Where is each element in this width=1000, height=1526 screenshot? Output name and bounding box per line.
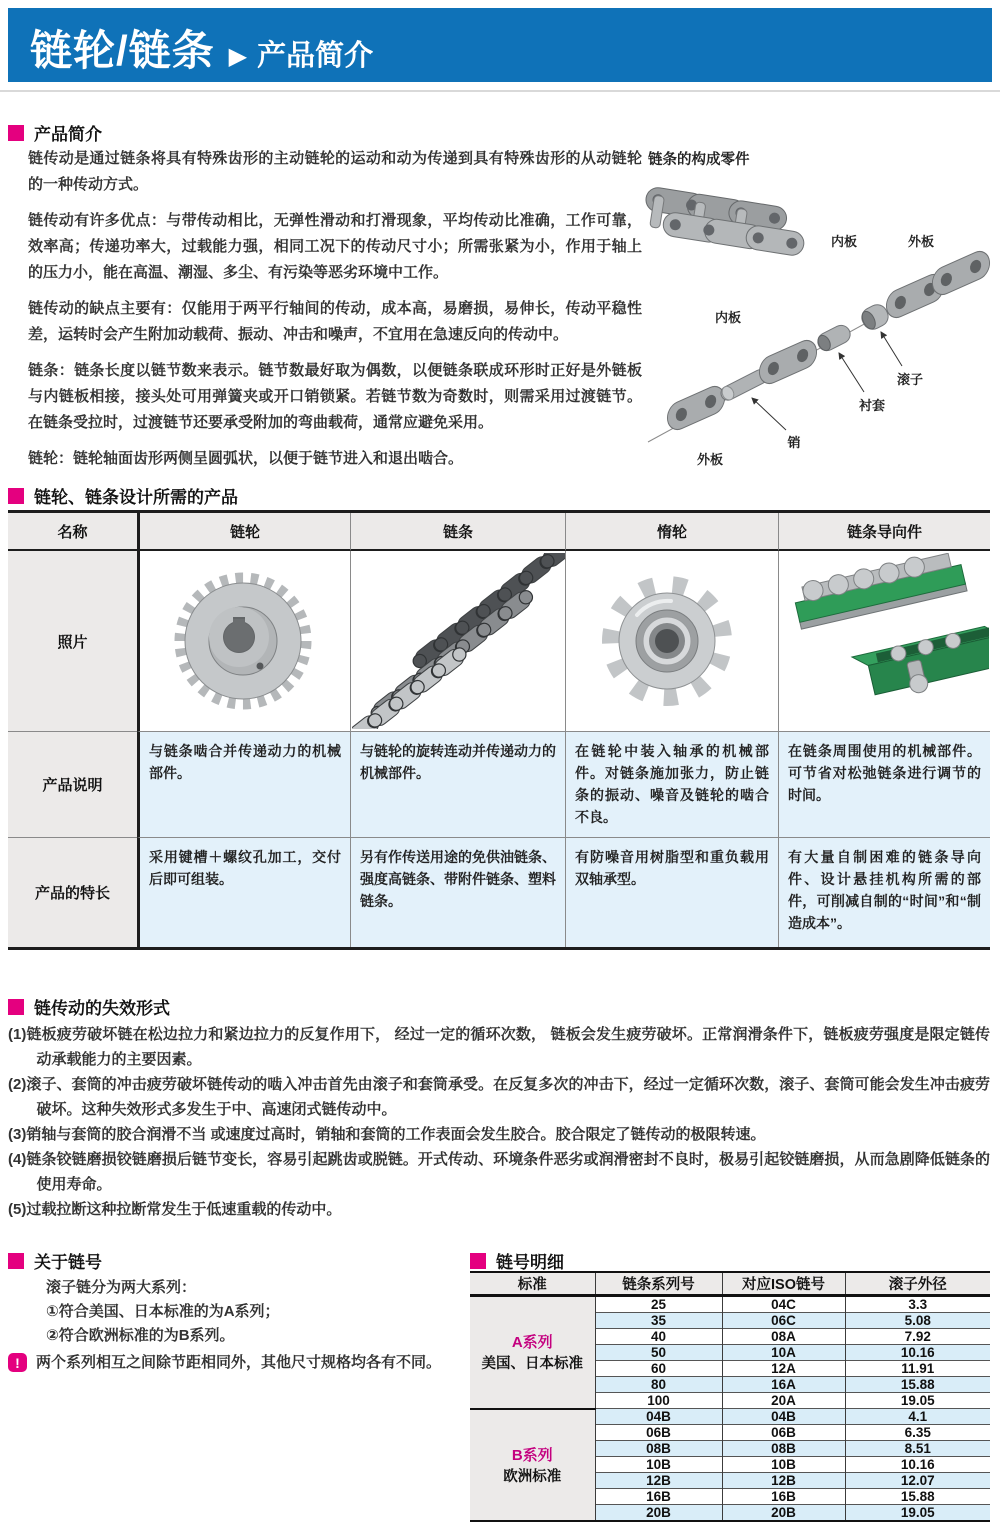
section-title: 产品简介 [34, 125, 102, 144]
section-marker-icon [470, 1253, 486, 1269]
cell-iso-no: 08A [722, 1329, 845, 1345]
table-row [470, 1409, 990, 1425]
column-header: 滚子外径 [845, 1272, 990, 1296]
cell-iso-no: 06B [722, 1425, 845, 1441]
chain-no-lines [46, 1276, 466, 1348]
intro-paragraph: 链传动有许多优点：与带传动相比，无弹性滑动和打滑现象，平均传动比准确，工作可靠，效率高；传递功率大，过载能力强，相同工况下的传动尺寸小；所需张紧为小，作用于轴上的压力小，能在高温、潮湿、多尘、有污染等恶劣环境中工作。 [28, 212, 642, 281]
idler-photo [565, 551, 778, 731]
column-header: 对应ISO链号 [722, 1272, 845, 1296]
diagram-label-outer-plate-top: 外板 [907, 234, 935, 249]
cell-series-no: 12B [595, 1473, 722, 1489]
row-label: 产品说明 [8, 731, 137, 837]
page-title: 链轮/链条 [30, 27, 215, 74]
cell-roller-dia: 5.08 [845, 1313, 990, 1329]
cell-iso-no: 10A [722, 1345, 845, 1361]
cell-series-no: 60 [595, 1361, 722, 1377]
cell-series-no: 20B [595, 1505, 722, 1522]
cell-roller-dia: 11.91 [845, 1361, 990, 1377]
cell-series-no: 50 [595, 1345, 722, 1361]
cell-roller-dia: 19.05 [845, 1393, 990, 1409]
cell-roller-dia: 19.05 [845, 1505, 990, 1522]
cell-iso-no: 04C [722, 1296, 845, 1313]
divider [0, 90, 1000, 92]
cell-series-no: 10B [595, 1457, 722, 1473]
failure-item: (2)滚子、套筒的冲击疲劳破坏链传动的啮入冲击首先由滚子和套筒承受。在反复多次的冲击下，经过一定循环次数，滚子、套筒可能会发生冲击疲劳破坏。这种失效形式多发生于中、高速闭式链传动中。 [8, 1076, 990, 1118]
chain-no-line: ①符合美国、日本标准的为A系列； [46, 1303, 280, 1320]
column-header: 名称 [8, 513, 137, 551]
standard-group-a [470, 1296, 595, 1409]
series-label: B系列 [511, 1446, 553, 1464]
diagram-label-outer-plate-bottom: 外板 [696, 452, 724, 467]
cell-series-no: 06B [595, 1425, 722, 1441]
chain-number-table [470, 1271, 990, 1522]
row-label: 照片 [8, 551, 137, 731]
intro-paragraph: 链条：链条长度以链节数来表示。链节数最好取为偶数，以便链条联成环形时正好是外链板与内链板相接，接头处可用弹簧夹或开口销锁紧。若链节数为奇数时，则需采用过渡链节。在链条受拉时，过渡链节还要承受附加的弯曲载荷，通常应避免采用。 [28, 362, 642, 431]
diagram-label-inner-plate-top: 内板 [830, 234, 858, 249]
section-title: 链传动的失效形式 [34, 999, 170, 1018]
product-description-chain: 与链轮的旋转连动并传递动力的机械部件。 [350, 731, 565, 837]
intro-paragraph: 链轮：链轮轴面齿形两侧呈圆弧状，以便于链节进入和退出啮合。 [28, 450, 464, 467]
arrow-icon: ▶ [228, 43, 248, 70]
cell-roller-dia: 8.51 [845, 1441, 990, 1457]
outer-plate-part [930, 247, 991, 299]
cell-series-no: 25 [595, 1296, 722, 1313]
cell-iso-no: 10B [722, 1457, 845, 1473]
cell-roller-dia: 12.07 [845, 1473, 990, 1489]
table-row [470, 1296, 990, 1313]
failure-item: (5)过载拉断这种拉断常发生于低速重载的传动中。 [8, 1201, 342, 1218]
chain-no-line: ②符合欧洲标准的为B系列。 [46, 1327, 235, 1344]
cell-series-no: 04B [595, 1409, 722, 1425]
sprocket-photo [137, 551, 350, 731]
cell-roller-dia: 15.88 [845, 1377, 990, 1393]
section-title: 关于链号 [34, 1253, 102, 1272]
column-header: 链条导向件 [778, 513, 990, 551]
cell-iso-no: 16A [722, 1377, 845, 1393]
section-heading-products [8, 483, 238, 508]
exclamation-icon: ! [8, 1353, 27, 1372]
section-heading-intro [8, 120, 102, 145]
section-heading-failures [8, 994, 170, 1019]
row-label: 产品的特长 [8, 837, 137, 947]
cell-iso-no: 16B [722, 1489, 845, 1505]
cell-roller-dia: 10.16 [845, 1345, 990, 1361]
inner-plate-part [757, 336, 818, 388]
product-feature-idler: 有防噪音用树脂型和重负载用双轴承型。 [565, 837, 778, 947]
standard-label: 欧洲标准 [503, 1468, 562, 1485]
cell-iso-no: 06C [722, 1313, 845, 1329]
failure-item: (4)链条铰链磨损铰链磨损后链节变长，容易引起跳齿或脱链。开式传动、环境条件恶劣或润滑密封不良时，极易引起铰链磨损，从而急剧降低链条的使用寿命。 [8, 1151, 990, 1193]
page-banner [8, 8, 992, 82]
bushing-part [815, 322, 853, 353]
diagram-label-bushing: 衬套 [858, 398, 886, 413]
intro-paragraph: 链传动是通过链条将具有特殊齿形的主动链轮的运动和动为传递到具有特殊齿形的从动链轮的一种传动方式。 [28, 150, 642, 193]
failure-item: (3)销轴与套筒的胶合润滑不当 或速度过高时，销轴和套筒的工作表面会发生胶合。胶合限定了链传动的极限转速。 [8, 1126, 766, 1143]
assembled-chain-illustration [641, 186, 809, 257]
product-feature-sprocket: 采用键槽＋螺纹孔加工，交付后即可组装。 [137, 837, 350, 947]
cell-roller-dia: 4.1 [845, 1409, 990, 1425]
section-marker-icon [8, 125, 24, 141]
chain-guide-photo [778, 551, 990, 731]
diagram-label-inner-plate-mid: 内板 [714, 310, 742, 325]
cell-iso-no: 20B [722, 1505, 845, 1522]
cell-series-no: 08B [595, 1441, 722, 1457]
diagram-label-roller: 滚子 [896, 372, 924, 387]
section-marker-icon [8, 1253, 24, 1269]
intro-paragraph: 链传动的缺点主要有：仅能用于两平行轴间的传动，成本高，易磨损，易伸长，传动平稳性差，运转时会产生附加动载荷、振动、冲击和噪声，不宜用在急速反向的传动中。 [28, 300, 642, 343]
cell-roller-dia: 7.92 [845, 1329, 990, 1345]
section-marker-icon [8, 488, 24, 504]
failure-item: (1)链板疲劳破坏链在松边拉力和紧边拉力的反复作用下， 经过一定的循环次数， 链板会发生疲劳破坏。正常润滑条件下，链板疲劳强度是限定链传动承载能力的主要因素。 [8, 1026, 990, 1068]
cell-iso-no: 08B [722, 1441, 845, 1457]
diagram-title: 链条的构成零件 [648, 152, 750, 168]
outer-plate-part [665, 382, 726, 434]
chain-photo [350, 551, 565, 731]
cell-series-no: 80 [595, 1377, 722, 1393]
cell-iso-no: 12A [722, 1361, 845, 1377]
diagram-label-pin: 销 [787, 435, 801, 450]
cell-series-no: 35 [595, 1313, 722, 1329]
cell-series-no: 40 [595, 1329, 722, 1345]
failure-list [8, 1022, 990, 1222]
section-title: 链号明细 [496, 1253, 564, 1272]
section-marker-icon [8, 999, 24, 1015]
note-row [8, 1352, 463, 1374]
section-heading-chain-no [8, 1248, 102, 1273]
section-heading-chain-table [470, 1248, 564, 1273]
chain-no-line: 滚子链分为两大系列： [46, 1279, 197, 1296]
products-table [8, 510, 990, 950]
product-feature-guide: 有大量自制困难的链条导向件、设计悬挂机构所需的部件，可削减自制的“时间”和“制造成本”。 [778, 837, 990, 947]
column-header: 链条 [350, 513, 565, 551]
cell-roller-dia: 15.88 [845, 1489, 990, 1505]
page-subtitle: 产品简介 [257, 40, 374, 72]
standard-group-b [470, 1409, 595, 1522]
table-header-row [470, 1272, 990, 1296]
column-header: 惰轮 [565, 513, 778, 551]
cell-iso-no: 04B [722, 1409, 845, 1425]
product-feature-chain: 另有作传送用途的免供油链条、强度高链条、带附件链条、塑料链条。 [350, 837, 565, 947]
column-header: 链轮 [137, 513, 350, 551]
chain-parts-diagram [634, 170, 992, 472]
cell-iso-no: 20A [722, 1393, 845, 1409]
product-description-sprocket: 与链条啮合并传递动力的机械部件。 [137, 731, 350, 837]
cell-series-no: 100 [595, 1393, 722, 1409]
cell-iso-no: 12B [722, 1473, 845, 1489]
cell-series-no: 16B [595, 1489, 722, 1505]
cell-roller-dia: 10.16 [845, 1457, 990, 1473]
section-title: 链轮、链条设计所需的产品 [34, 488, 238, 507]
cell-roller-dia: 3.3 [845, 1296, 990, 1313]
standard-label: 美国、日本标准 [481, 1356, 583, 1373]
column-header: 标准 [470, 1272, 595, 1296]
product-description-idler: 在链轮中装入轴承的机械部件。对链条施加张力，防止链条的振动、噪音及链轮的啮合不良。 [565, 731, 778, 837]
series-label: A系列 [511, 1334, 553, 1352]
product-description-guide: 在链条周围使用的机械部件。可节省对松弛链条进行调节的时间。 [778, 731, 990, 837]
note-text: 两个系列相互之间除节距相同外，其他尺寸规格均各有不同。 [36, 1354, 442, 1371]
cell-roller-dia: 6.35 [845, 1425, 990, 1441]
column-header: 链条系列号 [595, 1272, 722, 1296]
intro-paragraphs [28, 146, 642, 482]
